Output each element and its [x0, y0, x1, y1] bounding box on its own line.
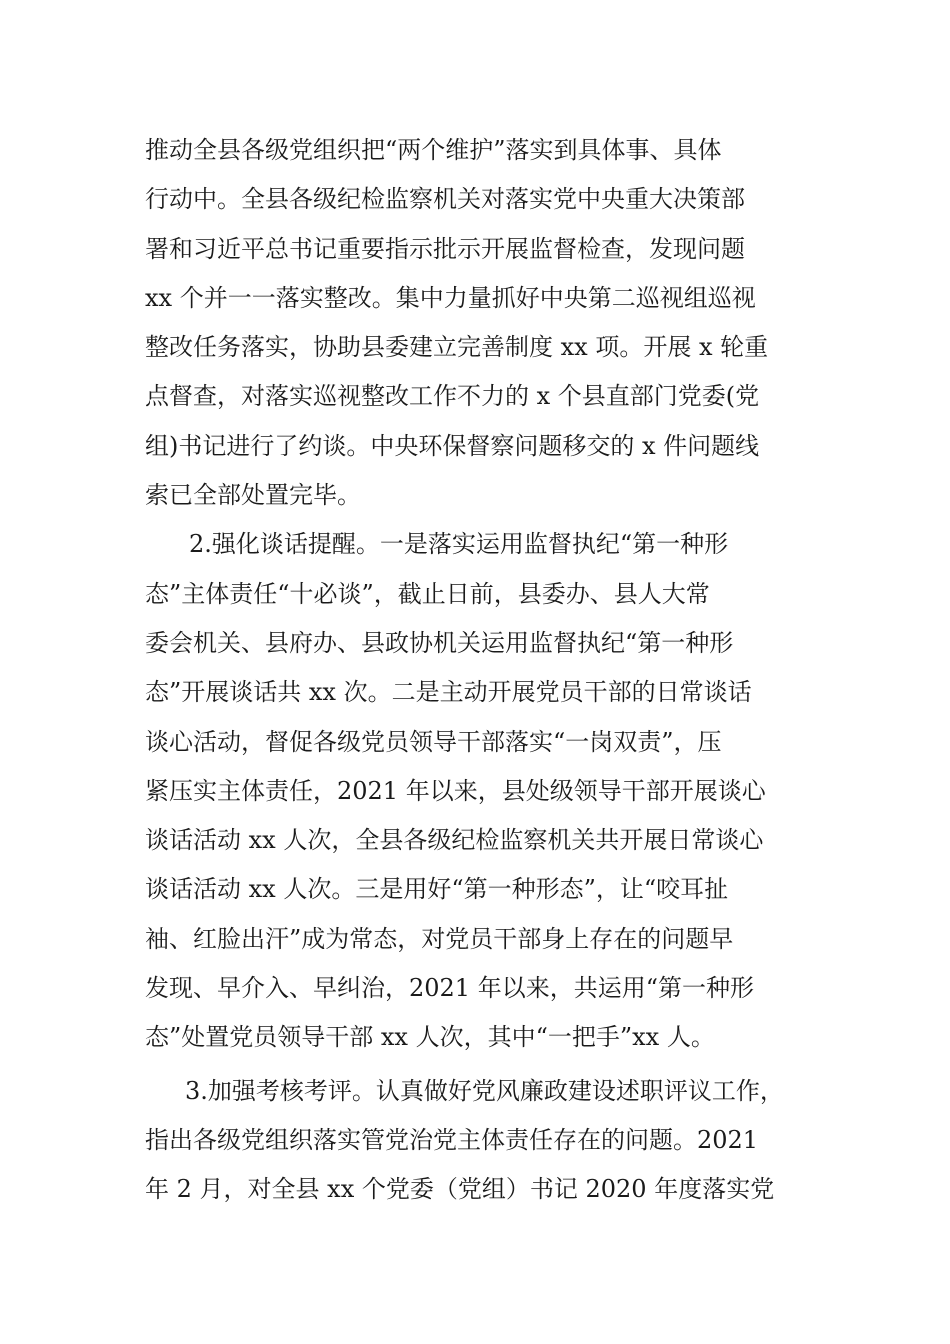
- document-body: [145, 126, 810, 1215]
- text-line: 整改任务落实，协助县委建立完善制度 xx 项。开展 x 轮重: [145, 333, 769, 362]
- text-line: 委会机关、县府办、县政协机关运用监督执纪“第一种形: [145, 628, 734, 657]
- text-line: 袖、红脸出汗”成为常态，对党员干部身上存在的问题早: [145, 924, 734, 953]
- text-line: xx 个并一一落实整改。集中力量抓好中央第二巡视组巡视: [145, 283, 756, 312]
- text-line: 署和习近平总书记重要指示批示开展监督检查，发现问题: [145, 234, 745, 263]
- text-line: 谈话活动 xx 人次，全县各级纪检监察机关共开展日常谈心: [145, 826, 764, 855]
- text-line: 2.强化谈话提醒。一是落实运用监督执纪“第一种形: [189, 530, 729, 559]
- text-line: 谈话活动 xx 人次。三是用好“第一种形态”，让“咬耳扯: [145, 875, 729, 904]
- text-line: 3.加强考核考评。认真做好党风廉政建设述职评议工作，: [185, 1076, 784, 1105]
- text-line: 年 2 月，对全县 xx 个党委（党组）书记 2020 年度落实党: [145, 1175, 775, 1204]
- paragraph-3: [145, 1067, 810, 1215]
- text-line: 组)书记进行了约谈。中央环保督察问题移交的 x 件问题线: [145, 431, 760, 460]
- paragraph-1: [145, 126, 810, 520]
- text-line: 推动全县各级党组织把“两个维护”落实到具体事、具体: [145, 136, 722, 164]
- text-line: 索已全部处置完毕。: [145, 481, 361, 510]
- text-line: 紧压实主体责任，2021 年以来，县处级领导干部开展谈心: [145, 776, 766, 805]
- paragraph-2: [145, 520, 810, 1062]
- text-line: 发现、早介入、早纠治，2021 年以来，共运用“第一种形: [145, 974, 754, 1003]
- text-line: 谈心活动，督促各级党员领导干部落实“一岗双责”，压: [145, 727, 722, 756]
- text-line: 点督查，对落实巡视整改工作不力的 x 个县直部门党委(党: [145, 382, 760, 411]
- text-line: 指出各级党组织落实管党治党主体责任存在的问题。2021: [145, 1125, 759, 1154]
- text-line: 态”开展谈话共 xx 次。二是主动开展党员干部的日常谈话: [145, 678, 752, 707]
- text-line: 态”主体责任“十必谈”，截止日前，县委办、县人大常: [145, 579, 710, 608]
- text-line: 态”处置党员领导干部 xx 人次，其中“一把手”xx 人。: [145, 1023, 715, 1052]
- text-line: 行动中。全县各级纪检监察机关对落实党中央重大决策部: [145, 185, 745, 214]
